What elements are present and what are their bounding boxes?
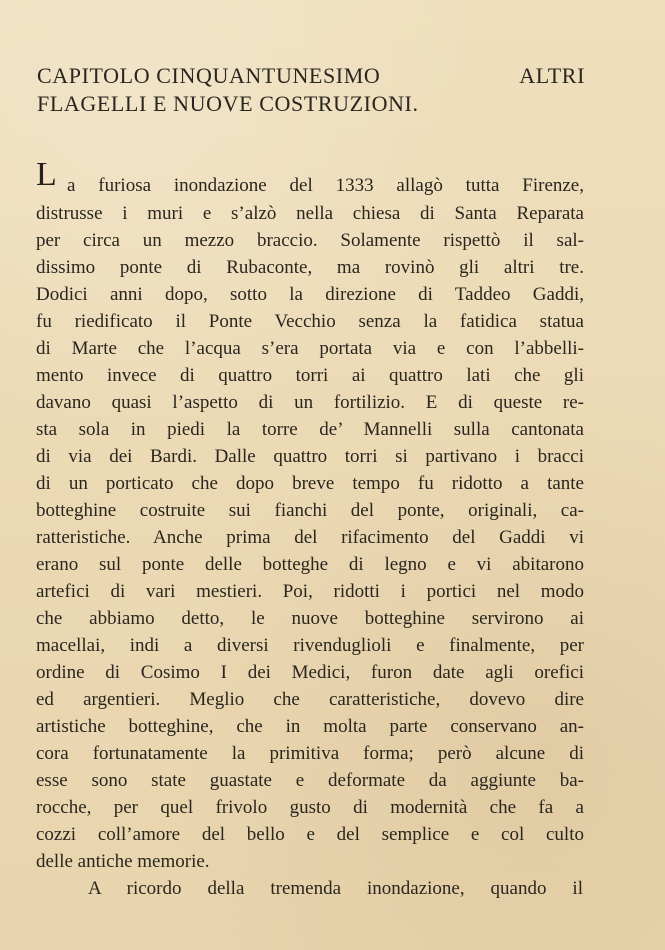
body-line-17: che abbiamo detto, le nuove botteghine servirono ai [36, 608, 584, 629]
body-line-3: per circa un mezzo braccio. Solamente rispettò il sal- [36, 230, 584, 251]
body-line-15: erano sul ponte delle botteghe di legno e vi abitarono [36, 554, 584, 575]
body-line-12: di un porticato che dopo breve tempo fu ridotto a tante [36, 473, 584, 494]
body-line-6: fu riedificato il Ponte Vecchio senza la fatidica statua [36, 311, 584, 332]
body-line-27: A ricordo della tremenda inondazione, quando il [88, 878, 583, 899]
body-line-25: cozzi coll’amore del bello e del semplice e col culto [36, 824, 584, 845]
body-line-9: davano quasi l’aspetto di un fortilizio. E di queste re- [36, 392, 584, 413]
body-line-4: dissimo ponte di Rubaconte, ma rovinò gli altri tre. [36, 257, 584, 278]
body-line-1: a furiosa inondazione del 1333 allagò tutta Firenze, [67, 175, 584, 196]
chapter-title-right: ALTRI [519, 63, 585, 88]
body-line-26: delle antiche memorie. [36, 851, 210, 872]
body-line-10: sta sola in piedi la torre de’ Mannelli sulla cantonata [36, 419, 584, 440]
body-line-13: botteghine costruite sui fianchi del ponte, originali, ca- [36, 500, 584, 521]
chapter-title-line-1 [37, 62, 585, 90]
body-line-7: di Marte che l’acqua s’era portata via e con l’abbelli- [36, 338, 584, 359]
body-line-19: ordine di Cosimo I dei Medici, furon date agli orefici [36, 662, 584, 683]
body-line-21: artistiche botteghine, che in molta parte conservano an- [36, 716, 584, 737]
body-line-5: Dodici anni dopo, sotto la direzione di Taddeo Gaddi, [36, 284, 584, 305]
body-line-20: ed argentieri. Meglio che caratteristiche, dovevo dire [36, 689, 584, 710]
body-line-16: artefici di vari mestieri. Poi, ridotti i portici nel modo [36, 581, 584, 602]
body-line-2: distrusse i muri e s’alzò nella chiesa di Santa Reparata [36, 203, 584, 224]
body-line-18: macellai, indi a diversi rivenduglioli e finalmente, per [36, 635, 584, 656]
body-line-24: rocche, per quel frivolo gusto di modernità che fa a [36, 797, 584, 818]
chapter-title-line-2: FLAGELLI E NUOVE COSTRUZIONI. [37, 91, 419, 116]
body-line-23: esse sono state guastate e deformate da aggiunte ba- [36, 770, 584, 791]
body-line-22: cora fortunatamente la primitiva forma; però alcune di [36, 743, 584, 764]
body-line-14: ratteristiche. Anche prima del rifacimento del Gaddi vi [36, 527, 584, 548]
body-line-11: di via dei Bardi. Dalle quattro torri si partivano i bracci [36, 446, 584, 467]
drop-cap: L [36, 156, 57, 193]
chapter-title-left: CAPITOLO CINQUANTUNESIMO [37, 63, 381, 88]
body-line-8: mento invece di quattro torri ai quattro lati che gli [36, 365, 584, 386]
